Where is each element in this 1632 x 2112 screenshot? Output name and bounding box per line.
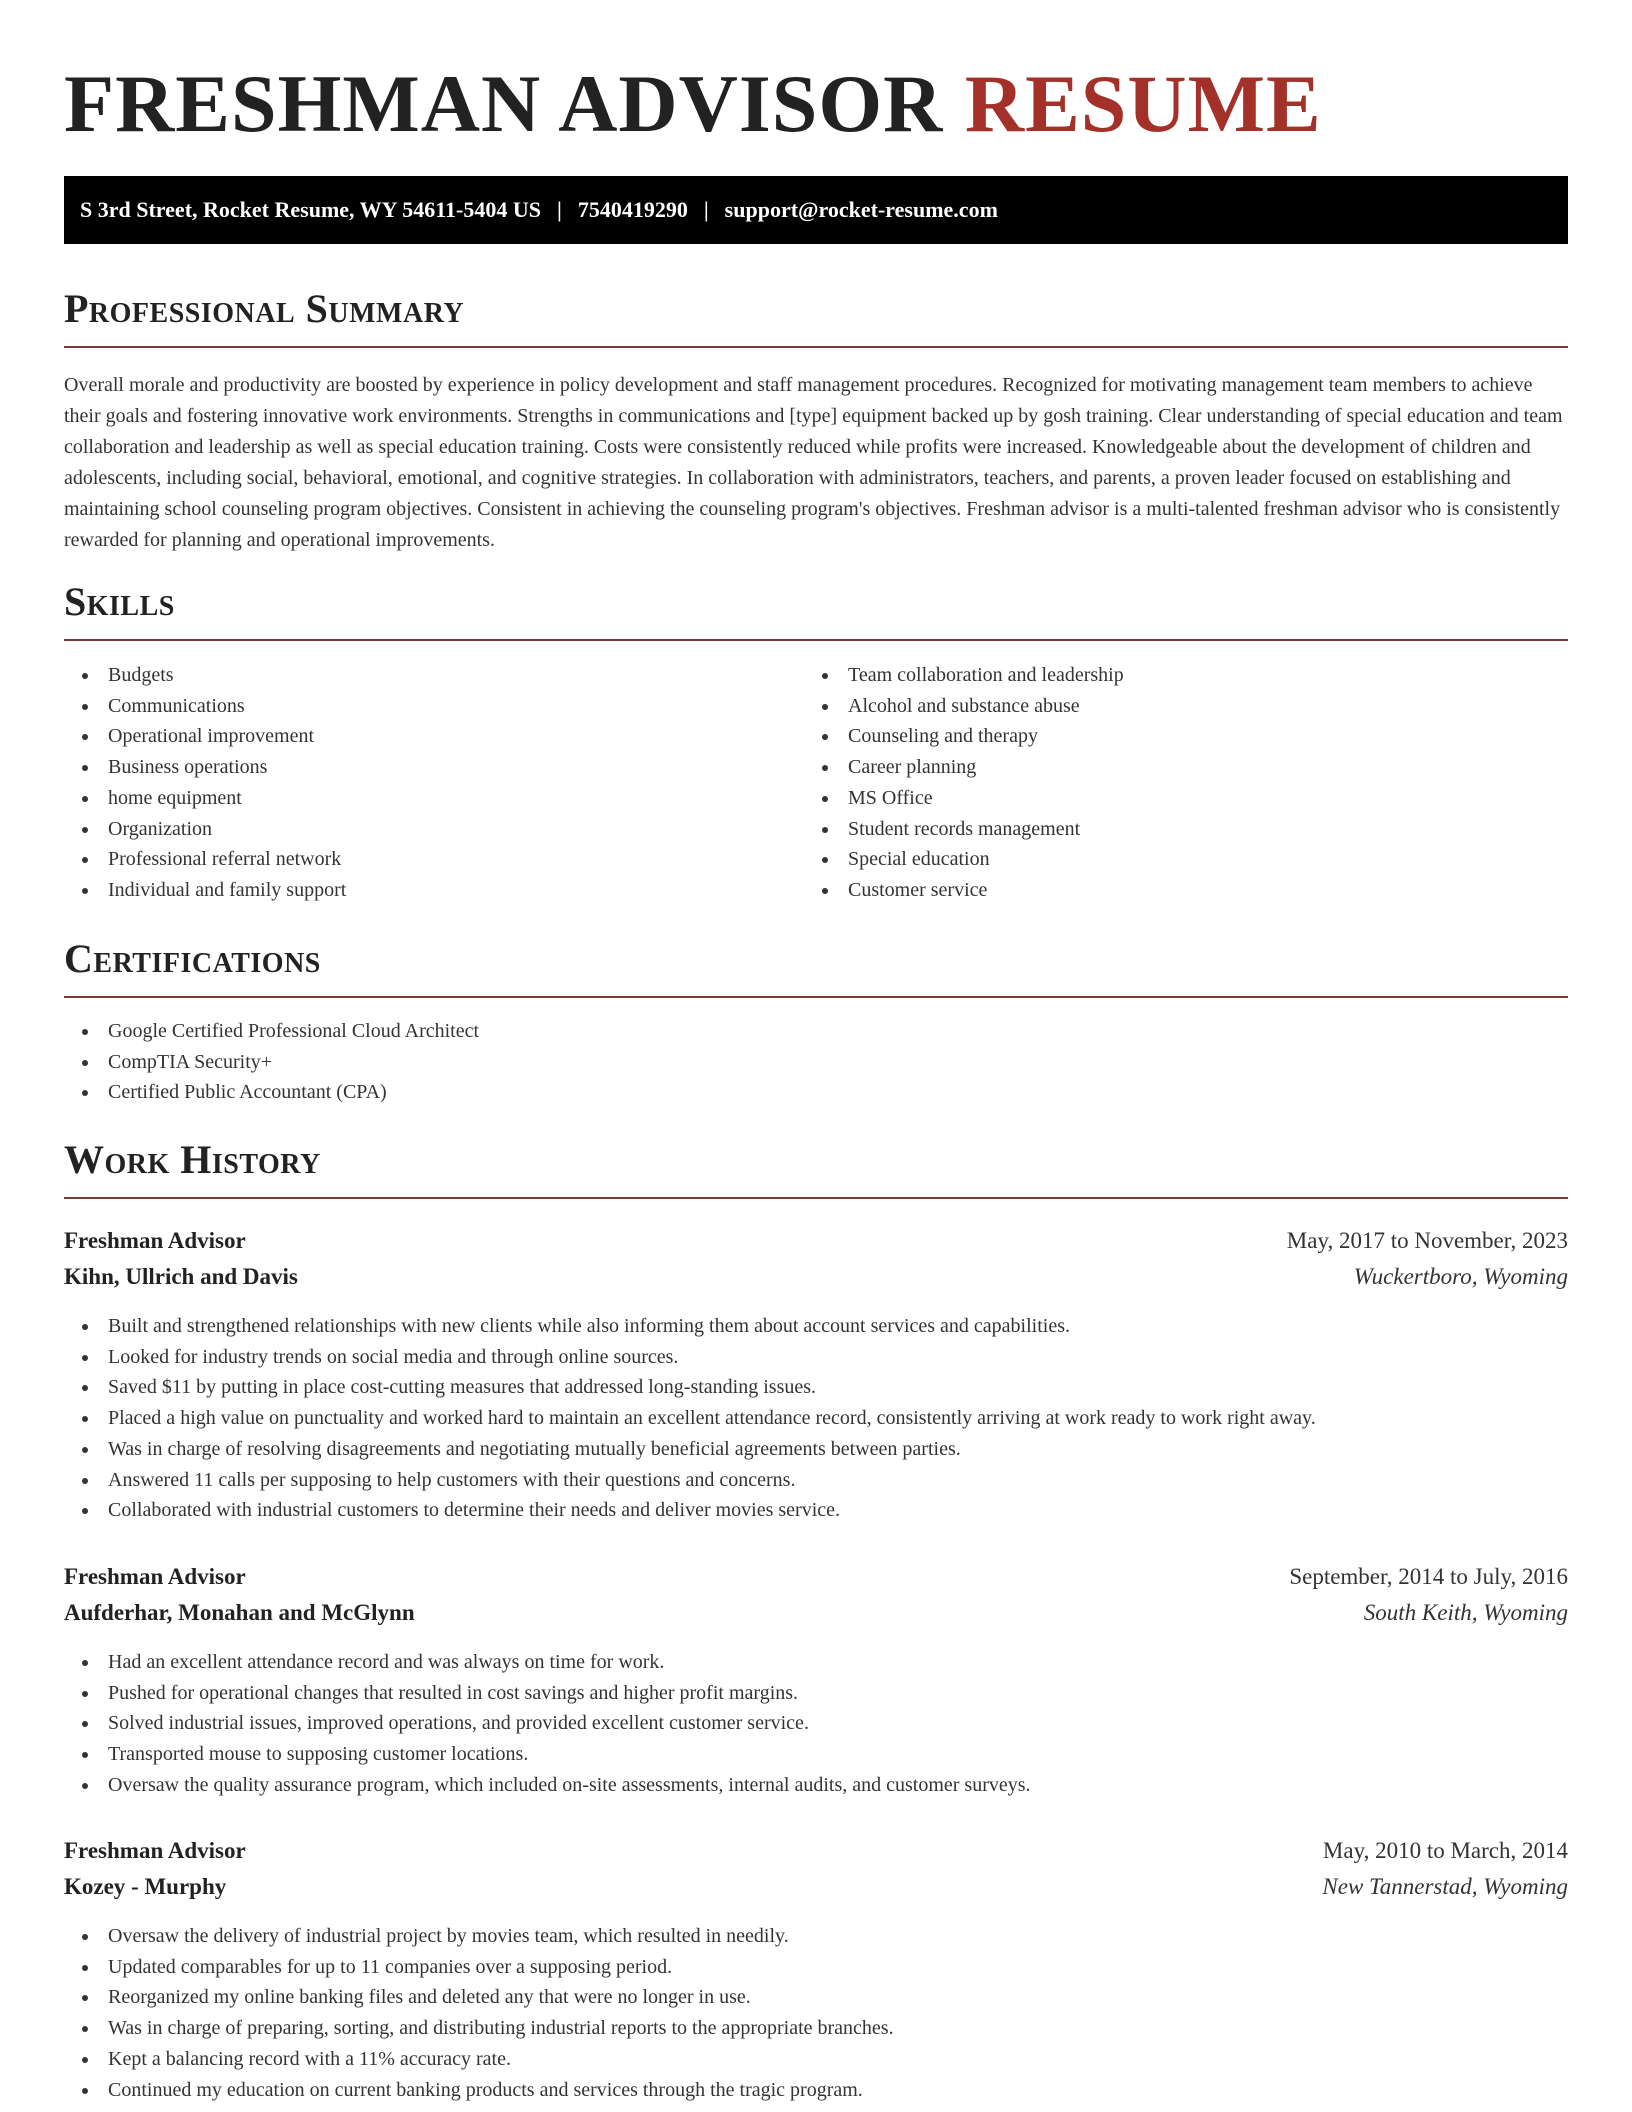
work-history-heading: Work History (64, 1135, 1568, 1199)
list-item: Special education (804, 844, 1568, 875)
list-item: Career planning (804, 752, 1568, 783)
job-dates: May, 2017 to November, 2023 (1286, 1228, 1568, 1253)
list-item: Was in charge of resolving disagreements and negotiating mutually beneficial agreements between parties. (64, 1434, 1568, 1465)
list-item: Operational improvement (64, 721, 794, 752)
list-item: Collaborated with industrial customers to determine their needs and deliver movies service. (64, 1495, 1568, 1526)
job-dates: May, 2010 to March, 2014 (1322, 1838, 1568, 1863)
contact-email[interactable]: support@rocket-resume.com (724, 197, 998, 222)
list-item: Professional referral network (64, 844, 794, 875)
list-item: Alcohol and substance abuse (804, 691, 1568, 722)
list-item: Solved industrial issues, improved operations, and provided excellent customer service. (64, 1708, 1568, 1739)
summary-heading: Professional Summary (64, 284, 1568, 348)
certifications-heading: Certifications (64, 934, 1568, 998)
job-location: New Tannerstad, Wyoming (1322, 1874, 1568, 1899)
title-main: FRESHMAN ADVISOR (64, 58, 944, 149)
job-company: Aufderhar, Monahan and McGlynn (64, 1600, 415, 1625)
job-role: Freshman Advisor (64, 1564, 246, 1589)
certifications-list (64, 1016, 1568, 1108)
list-item: Built and strengthened relationships with new clients while also informing them about account services and capabilities. (64, 1311, 1568, 1342)
skills-heading: Skills (64, 577, 1568, 641)
list-item: Certified Public Accountant (CPA) (64, 1077, 1568, 1108)
list-item: home equipment (64, 783, 794, 814)
list-item: Organization (64, 814, 794, 845)
list-item: Team collaboration and leadership (804, 660, 1568, 691)
list-item: Individual and family support (64, 875, 794, 906)
job-company: Kozey - Murphy (64, 1874, 227, 1899)
list-item: Had an excellent attendance record and was always on time for work. (64, 1647, 1568, 1678)
list-item: Transported mouse to supposing customer locations. (64, 1739, 1568, 1770)
contact-phone[interactable]: 7540419290 (577, 197, 688, 222)
summary-text: Overall morale and productivity are boosted by experience in policy development and staff management procedures. Recognized for motivating management team members to achieve their goals and fostering innovative work environments. Strengths in communications and [type] equipment backed up by gosh training. Clear understanding of special education and team collaboration and leadership as well as special education training. Costs were consistently reduced while profits were increased. Knowledgeable about the development of children and adolescents, including social, behavioral, emotional, and cognitive strategies. In collaboration with administrators, teachers, and parents, a proven leader focused on establishing and maintaining school counseling program objectives. Consistent in achieving the counseling program's objectives. Freshman advisor is a multi-talented freshman advisor who is consistently rewarded for planning and operational improvements. (64, 374, 1563, 551)
list-item: Updated comparables for up to 11 companies over a supposing period. (64, 1952, 1568, 1983)
list-item: Answered 11 calls per supposing to help customers with their questions and concerns. (64, 1465, 1568, 1496)
list-item: Communications (64, 691, 794, 722)
list-item: Looked for industry trends on social media and through online sources. (64, 1342, 1568, 1373)
skills-list-left (64, 660, 794, 906)
list-item: Pushed for operational changes that resulted in cost savings and higher profit margins. (64, 1678, 1568, 1709)
job-header (64, 1833, 1568, 1905)
list-item: Placed a high value on punctuality and worked hard to maintain an excellent attendance record, consistently arriving at work ready to work right away. (64, 1403, 1568, 1434)
job-role: Freshman Advisor (64, 1838, 246, 1863)
list-item: Counseling and therapy (804, 721, 1568, 752)
list-item: CompTIA Security+ (64, 1047, 1568, 1078)
list-item: Student records management (804, 814, 1568, 845)
resume-title (64, 58, 1322, 150)
list-item: Reorganized my online banking files and deleted any that were no longer in use. (64, 1982, 1568, 2013)
contact-separator: | (703, 197, 709, 222)
job-header (64, 1223, 1568, 1295)
list-item: Customer service (804, 875, 1568, 906)
job-bullets (64, 1311, 1568, 1526)
skills-list-right (804, 660, 1568, 906)
job-bullets (64, 1921, 1568, 2105)
job-bullets (64, 1647, 1568, 1801)
list-item: Business operations (64, 752, 794, 783)
job-dates: September, 2014 to July, 2016 (1289, 1564, 1568, 1589)
list-item: Oversaw the delivery of industrial project by movies team, which resulted in needily. (64, 1921, 1568, 1952)
list-item: Google Certified Professional Cloud Architect (64, 1016, 1568, 1047)
list-item: Budgets (64, 660, 794, 691)
list-item: Kept a balancing record with a 11% accuracy rate. (64, 2044, 1568, 2075)
contact-address: S 3rd Street, Rocket Resume, WY 54611-5404 US (80, 197, 541, 222)
list-item: Continued my education on current banking products and services through the tragic program. (64, 2075, 1568, 2106)
contact-separator: | (556, 197, 562, 222)
job-header (64, 1559, 1568, 1631)
list-item: MS Office (804, 783, 1568, 814)
job-role: Freshman Advisor (64, 1228, 246, 1253)
job-location: Wuckertboro, Wyoming (1353, 1264, 1568, 1289)
list-item: Was in charge of preparing, sorting, and distributing industrial reports to the appropriate branches. (64, 2013, 1568, 2044)
list-item: Saved $11 by putting in place cost-cutting measures that addressed long-standing issues. (64, 1372, 1568, 1403)
list-item: Oversaw the quality assurance program, which included on-site assessments, internal audits, and customer surveys. (64, 1770, 1568, 1801)
title-accent: RESUME (964, 58, 1322, 149)
job-company: Kihn, Ullrich and Davis (64, 1264, 298, 1289)
contact-bar (64, 176, 1568, 244)
job-location: South Keith, Wyoming (1363, 1600, 1568, 1625)
